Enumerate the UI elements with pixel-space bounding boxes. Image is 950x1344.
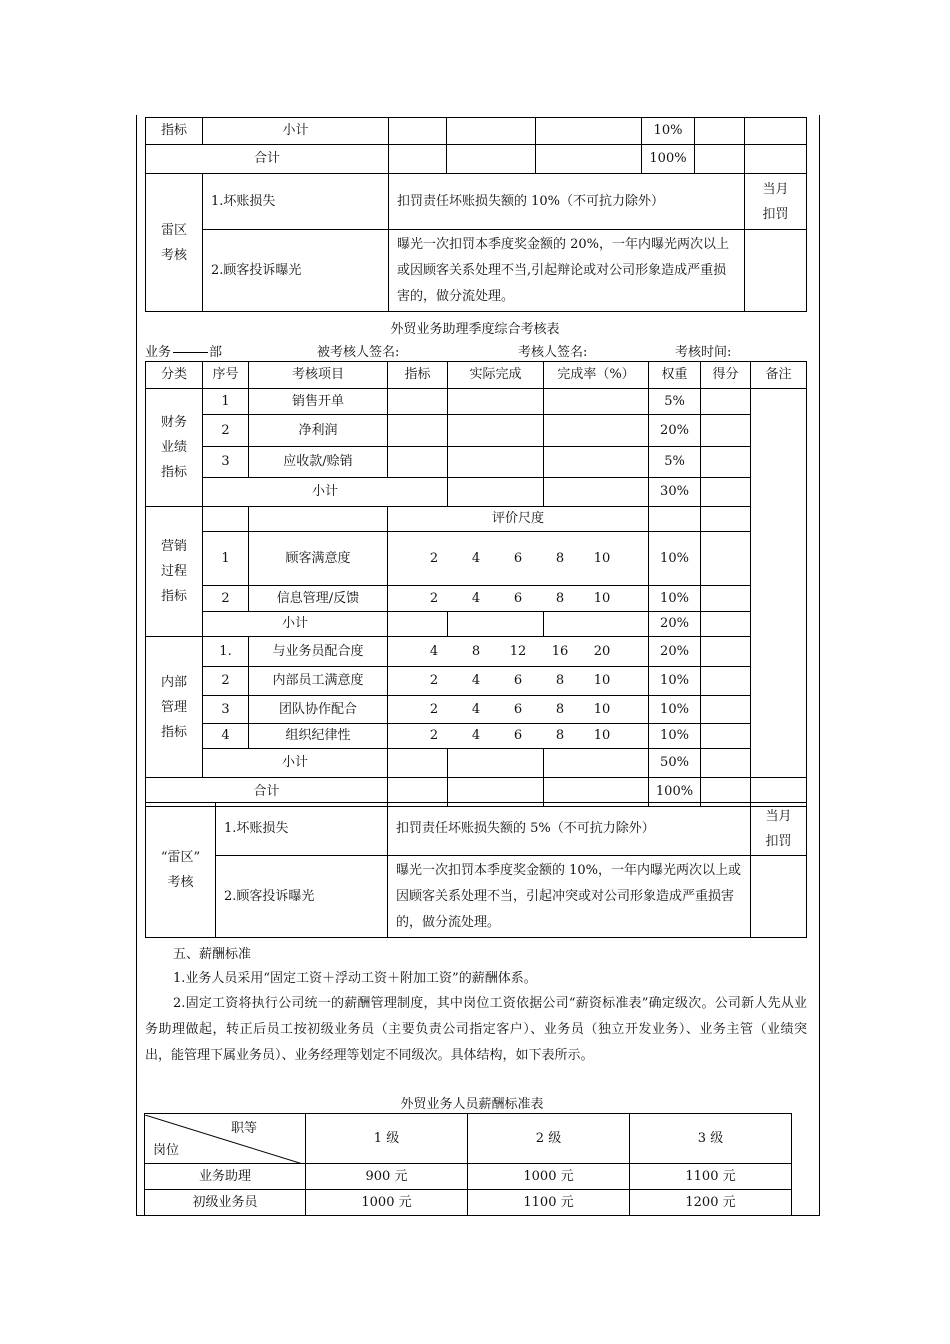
section-heading: 五、薪酬标准 bbox=[173, 947, 252, 962]
internal-row-weight: 20% bbox=[649, 637, 701, 667]
marketing-row-no: 2 bbox=[203, 586, 249, 612]
minefield-table-bottom bbox=[145, 802, 807, 938]
finance-row-no: 2 bbox=[203, 415, 249, 447]
assessor-signature: 考核人签名: bbox=[518, 345, 588, 360]
post-name: 初级业务员 bbox=[145, 1190, 306, 1216]
bad-debt-note-bottom: 当月 扣罚 bbox=[751, 803, 807, 856]
complaint-desc-bottom: 曝光一次扣罚本季度奖金额的 10%，一年内曝光两次以上或因顾客关系处理不当，引起冲突或对公司形象造成严重损害的，做分流处理。 bbox=[388, 856, 751, 938]
internal-row-no: 2 bbox=[203, 667, 249, 696]
scale-header: 评价尺度 bbox=[388, 507, 649, 532]
assessment-time: 考核时间: bbox=[675, 345, 732, 360]
complaint-item-bottom: 2.顾客投诉曝光 bbox=[216, 856, 388, 938]
grand-total-weight: 100% bbox=[649, 778, 701, 807]
subtotal-label: 小计 bbox=[203, 118, 389, 145]
assessee-signature: 被考核人签名: bbox=[317, 345, 400, 360]
total-weight: 100% bbox=[642, 145, 695, 174]
internal-row-item: 与业务员配合度 bbox=[249, 637, 388, 667]
marketing-row-weight: 10% bbox=[649, 532, 701, 586]
header-weight: 权重 bbox=[649, 362, 701, 389]
internal-row-weight: 10% bbox=[649, 696, 701, 724]
bad-debt-desc-bottom: 扣罚责任坏账损失额的 5%（不可抗力除外） bbox=[388, 803, 751, 856]
internal-row-scale: 4 8 12 16 20 bbox=[388, 637, 649, 667]
corner-grade: 职等 bbox=[230, 1120, 257, 1136]
complaint-item: 2.顾客投诉曝光 bbox=[203, 230, 389, 312]
marketing-row-scale: 2 4 6 8 10 bbox=[388, 532, 649, 586]
internal-subtotal-weight: 50% bbox=[649, 749, 701, 778]
internal-row-item: 内部员工满意度 bbox=[249, 667, 388, 696]
header-remarks: 备注 bbox=[751, 362, 807, 389]
marketing-category: 营销 过程 指标 bbox=[146, 507, 203, 637]
minefield-table-top bbox=[145, 117, 807, 312]
header-no: 序号 bbox=[203, 362, 249, 389]
remarks-column bbox=[751, 389, 807, 778]
finance-row-weight: 20% bbox=[649, 415, 701, 447]
internal-row-scale: 2 4 6 8 10 bbox=[388, 667, 649, 696]
dept-prefix: 业务 bbox=[145, 345, 172, 360]
internal-row-weight: 10% bbox=[649, 724, 701, 749]
bad-debt-item-bottom: 1.坏账损失 bbox=[216, 803, 388, 856]
total-label: 合计 bbox=[146, 145, 389, 174]
salary-value: 1100 元 bbox=[630, 1164, 792, 1190]
dept-blank-line bbox=[173, 352, 208, 353]
internal-row-no: 3 bbox=[203, 696, 249, 724]
marketing-row-no: 1 bbox=[203, 532, 249, 586]
assessment-table-title: 外贸业务助理季度综合考核表 bbox=[390, 322, 560, 337]
header-category: 分类 bbox=[146, 362, 203, 389]
paragraph-2: 2.固定工资将执行公司统一的薪酬管理制度，其中岗位工资依据公司“薪资标准表”确定级次。公司新人先从业务助理做起，转正后员工按初级业务员（主要负责公司指定客户）、业务员（独立开发业务）、业务主管（业绩突出，能管理下属业务员）、业务经理等划定不同级次。具体结构，如下表所示。 bbox=[145, 996, 807, 1063]
internal-row-scale: 2 4 6 8 10 bbox=[388, 724, 649, 749]
salary-value: 1200 元 bbox=[630, 1190, 792, 1216]
level-header: 1 级 bbox=[306, 1114, 468, 1164]
dept-suffix: 部 bbox=[209, 345, 223, 360]
finance-row-weight: 5% bbox=[649, 389, 701, 415]
marketing-subtotal-weight: 20% bbox=[649, 612, 701, 637]
finance-row-item: 销售开单 bbox=[249, 389, 388, 415]
corner-header bbox=[145, 1114, 306, 1164]
internal-category: 内部 管理 指标 bbox=[146, 637, 203, 778]
internal-row-scale: 2 4 6 8 10 bbox=[388, 696, 649, 724]
header-item: 考核项目 bbox=[249, 362, 388, 389]
level-header: 2 级 bbox=[468, 1114, 630, 1164]
marketing-row-scale: 2 4 6 8 10 bbox=[388, 586, 649, 612]
salary-value: 900 元 bbox=[306, 1164, 468, 1190]
header-indicator: 指标 bbox=[388, 362, 448, 389]
signature-line bbox=[145, 341, 805, 359]
internal-subtotal: 小计 bbox=[203, 749, 388, 778]
subtotal-weight: 10% bbox=[642, 118, 695, 145]
level-header: 3 级 bbox=[630, 1114, 792, 1164]
corner-post: 岗位 bbox=[153, 1142, 180, 1158]
bad-debt-item: 1.坏账损失 bbox=[203, 174, 389, 230]
finance-row-no: 3 bbox=[203, 447, 249, 478]
finance-category: 财务 业绩 指标 bbox=[146, 389, 203, 507]
bad-debt-desc: 扣罚责任坏账损失额的 10%（不可抗力除外） bbox=[389, 174, 745, 230]
finance-row-no: 1 bbox=[203, 389, 249, 415]
complaint-desc: 曝光一次扣罚本季度奖金额的 20%，一年内曝光两次以上或因顾客关系处理不当,引起辩论或对公司形象造成严重损害的，做分流处理。 bbox=[389, 230, 745, 312]
grand-total-label: 合计 bbox=[146, 778, 388, 807]
internal-row-no: 1. bbox=[203, 637, 249, 667]
salary-table-title: 外贸业务人员薪酬标准表 bbox=[400, 1097, 544, 1112]
finance-subtotal-weight: 30% bbox=[649, 478, 701, 507]
paragraph-1: 1.业务人员采用“固定工资＋浮动工资＋附加工资”的薪酬体系。 bbox=[173, 971, 537, 986]
assessment-table bbox=[145, 361, 807, 807]
minefield-category-bottom: “雷区” 考核 bbox=[146, 803, 216, 938]
internal-row-weight: 10% bbox=[649, 667, 701, 696]
salary-value: 1000 元 bbox=[468, 1164, 630, 1190]
salary-table bbox=[144, 1113, 792, 1216]
post-name: 业务助理 bbox=[145, 1164, 306, 1190]
marketing-row-item: 信息管理/反馈 bbox=[249, 586, 388, 612]
header-score: 得分 bbox=[701, 362, 751, 389]
salary-value: 1100 元 bbox=[468, 1190, 630, 1216]
internal-row-no: 4 bbox=[203, 724, 249, 749]
marketing-row-item: 顾客满意度 bbox=[249, 532, 388, 586]
indicator-label: 指标 bbox=[146, 118, 203, 145]
internal-row-item: 团队协作配合 bbox=[249, 696, 388, 724]
marketing-row-weight: 10% bbox=[649, 586, 701, 612]
header-actual: 实际完成 bbox=[448, 362, 544, 389]
finance-row-item: 应收款/赊销 bbox=[249, 447, 388, 478]
finance-subtotal: 小计 bbox=[203, 478, 448, 507]
finance-row-weight: 5% bbox=[649, 447, 701, 478]
bad-debt-note: 当月 扣罚 bbox=[745, 174, 807, 230]
internal-row-item: 组织纪律性 bbox=[249, 724, 388, 749]
header-rate: 完成率（%） bbox=[544, 362, 649, 389]
finance-row-item: 净利润 bbox=[249, 415, 388, 447]
minefield-category: 雷区 考核 bbox=[146, 174, 203, 312]
marketing-subtotal: 小计 bbox=[203, 612, 388, 637]
salary-value: 1000 元 bbox=[306, 1190, 468, 1216]
